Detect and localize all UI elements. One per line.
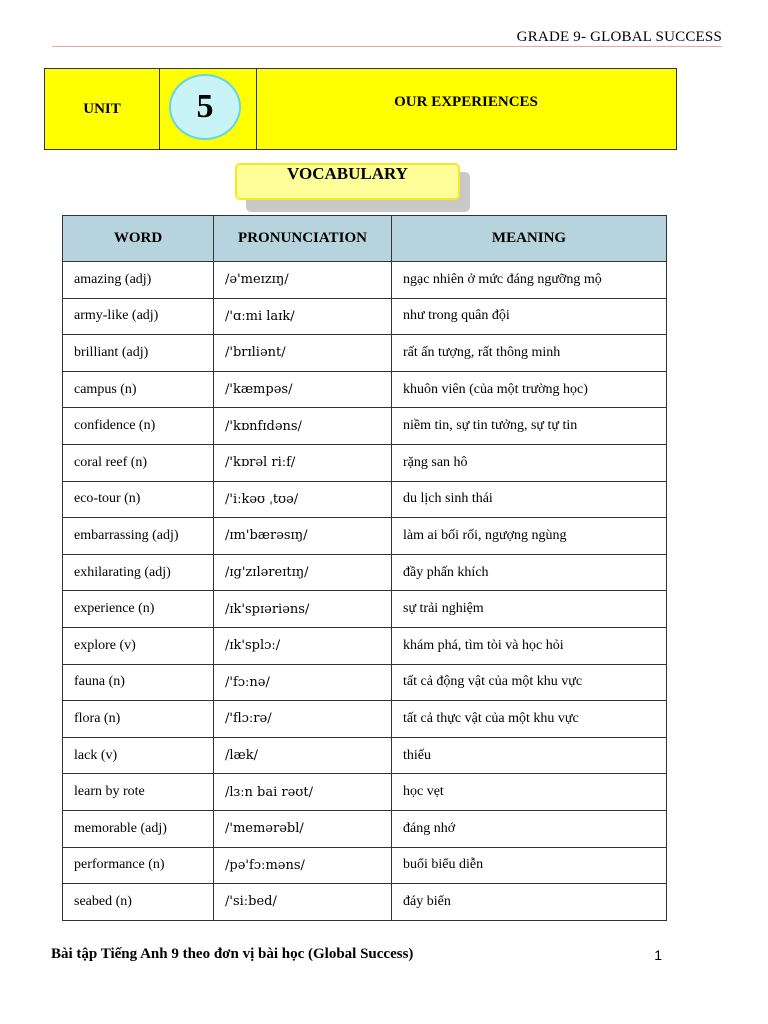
meaning-cell: đáng nhớ	[392, 810, 667, 847]
table-row	[63, 408, 667, 445]
pronunciation-cell: /'flɔːrə/	[214, 701, 392, 738]
table-row	[63, 481, 667, 518]
meaning-cell: tất cả thực vật của một khu vực	[392, 701, 667, 738]
table-row	[63, 518, 667, 555]
meaning-cell: đáy biển	[392, 884, 667, 921]
word-cell: seabed (n)	[63, 884, 214, 921]
table-row	[63, 737, 667, 774]
pronunciation-cell: /ɪk'splɔː/	[214, 627, 392, 664]
word-cell: lack (v)	[63, 737, 214, 774]
word-cell: embarrassing (adj)	[63, 518, 214, 555]
pronunciation-cell: /'kɒrəl riːf/	[214, 444, 392, 481]
document-header: GRADE 9- GLOBAL SUCCESS	[516, 29, 722, 45]
vocabulary-table	[62, 215, 667, 921]
table-body	[63, 262, 667, 921]
pronunciation-cell: /'kæmpəs/	[214, 371, 392, 408]
column-header-word: WORD	[63, 216, 214, 262]
pronunciation-cell: /'kɒnfɪdəns/	[214, 408, 392, 445]
meaning-cell: rặng san hô	[392, 444, 667, 481]
unit-banner	[44, 68, 677, 150]
table-row	[63, 554, 667, 591]
header-divider	[52, 46, 722, 47]
word-cell: coral reef (n)	[63, 444, 214, 481]
pronunciation-cell: /lɜːn bai rəʊt/	[214, 774, 392, 811]
section-title: VOCABULARY	[235, 163, 460, 200]
word-cell: exhilarating (adj)	[63, 554, 214, 591]
word-cell: amazing (adj)	[63, 262, 214, 299]
meaning-cell: du lịch sinh thái	[392, 481, 667, 518]
meaning-cell: khuôn viên (của một trường học)	[392, 371, 667, 408]
column-header-meaning: MEANING	[392, 216, 667, 262]
pronunciation-cell: /'iːkəʊ ˌtʊə/	[214, 481, 392, 518]
word-cell: learn by rote	[63, 774, 214, 811]
pronunciation-cell: /ɪm'bærəsɪŋ/	[214, 518, 392, 555]
table-row	[63, 810, 667, 847]
meaning-cell: rất ấn tượng, rất thông minh	[392, 335, 667, 372]
meaning-cell: sự trải nghiệm	[392, 591, 667, 628]
unit-label: UNIT	[83, 100, 121, 117]
unit-divider	[159, 69, 160, 149]
table-row	[63, 701, 667, 738]
pronunciation-cell: /ɪk'spɪəriəns/	[214, 591, 392, 628]
table-row	[63, 298, 667, 335]
word-cell: explore (v)	[63, 627, 214, 664]
table-row	[63, 591, 667, 628]
word-cell: experience (n)	[63, 591, 214, 628]
meaning-cell: tất cả động vật của một khu vực	[392, 664, 667, 701]
pronunciation-cell: /'siːbed/	[214, 884, 392, 921]
word-cell: brilliant (adj)	[63, 335, 214, 372]
pronunciation-cell: /ə'meɪzɪŋ/	[214, 262, 392, 299]
pronunciation-cell: /'fɔːnə/	[214, 664, 392, 701]
pronunciation-cell: /ɪg'zɪləreɪtɪŋ/	[214, 554, 392, 591]
column-header-pronunciation: PRONUNCIATION	[214, 216, 392, 262]
pronunciation-cell: /læk/	[214, 737, 392, 774]
word-cell: eco-tour (n)	[63, 481, 214, 518]
table-row	[63, 774, 667, 811]
word-cell: fauna (n)	[63, 664, 214, 701]
word-cell: campus (n)	[63, 371, 214, 408]
meaning-cell: làm ai bối rối, ngượng ngùng	[392, 518, 667, 555]
page-number: 1	[654, 947, 662, 963]
word-cell: performance (n)	[63, 847, 214, 884]
pronunciation-cell: /'brɪliənt/	[214, 335, 392, 372]
pronunciation-cell: /pə'fɔːməns/	[214, 847, 392, 884]
word-cell: memorable (adj)	[63, 810, 214, 847]
meaning-cell: ngạc nhiên ở mức đáng ngưỡng mộ	[392, 262, 667, 299]
table-row	[63, 335, 667, 372]
word-cell: flora (n)	[63, 701, 214, 738]
pronunciation-cell: /'memərəbl/	[214, 810, 392, 847]
table-row	[63, 884, 667, 921]
footer-text: Bài tập Tiếng Anh 9 theo đơn vị bài học (Global Success)	[51, 946, 414, 962]
unit-title: OUR EXPERIENCES	[394, 93, 538, 110]
word-cell: confidence (n)	[63, 408, 214, 445]
meaning-cell: niềm tin, sự tin tưởng, sự tự tin	[392, 408, 667, 445]
table-row	[63, 444, 667, 481]
meaning-cell: đầy phấn khích	[392, 554, 667, 591]
meaning-cell: như trong quân đội	[392, 298, 667, 335]
table-row	[63, 262, 667, 299]
table-row	[63, 664, 667, 701]
pronunciation-cell: /'ɑːmi laɪk/	[214, 298, 392, 335]
table-header-row	[63, 216, 667, 262]
table-row	[63, 627, 667, 664]
word-cell: army-like (adj)	[63, 298, 214, 335]
meaning-cell: buổi biểu diễn	[392, 847, 667, 884]
table-row	[63, 847, 667, 884]
unit-number-badge: 5	[169, 74, 241, 140]
meaning-cell: khám phá, tìm tòi và học hỏi	[392, 627, 667, 664]
meaning-cell: học vẹt	[392, 774, 667, 811]
table-row	[63, 371, 667, 408]
meaning-cell: thiếu	[392, 737, 667, 774]
